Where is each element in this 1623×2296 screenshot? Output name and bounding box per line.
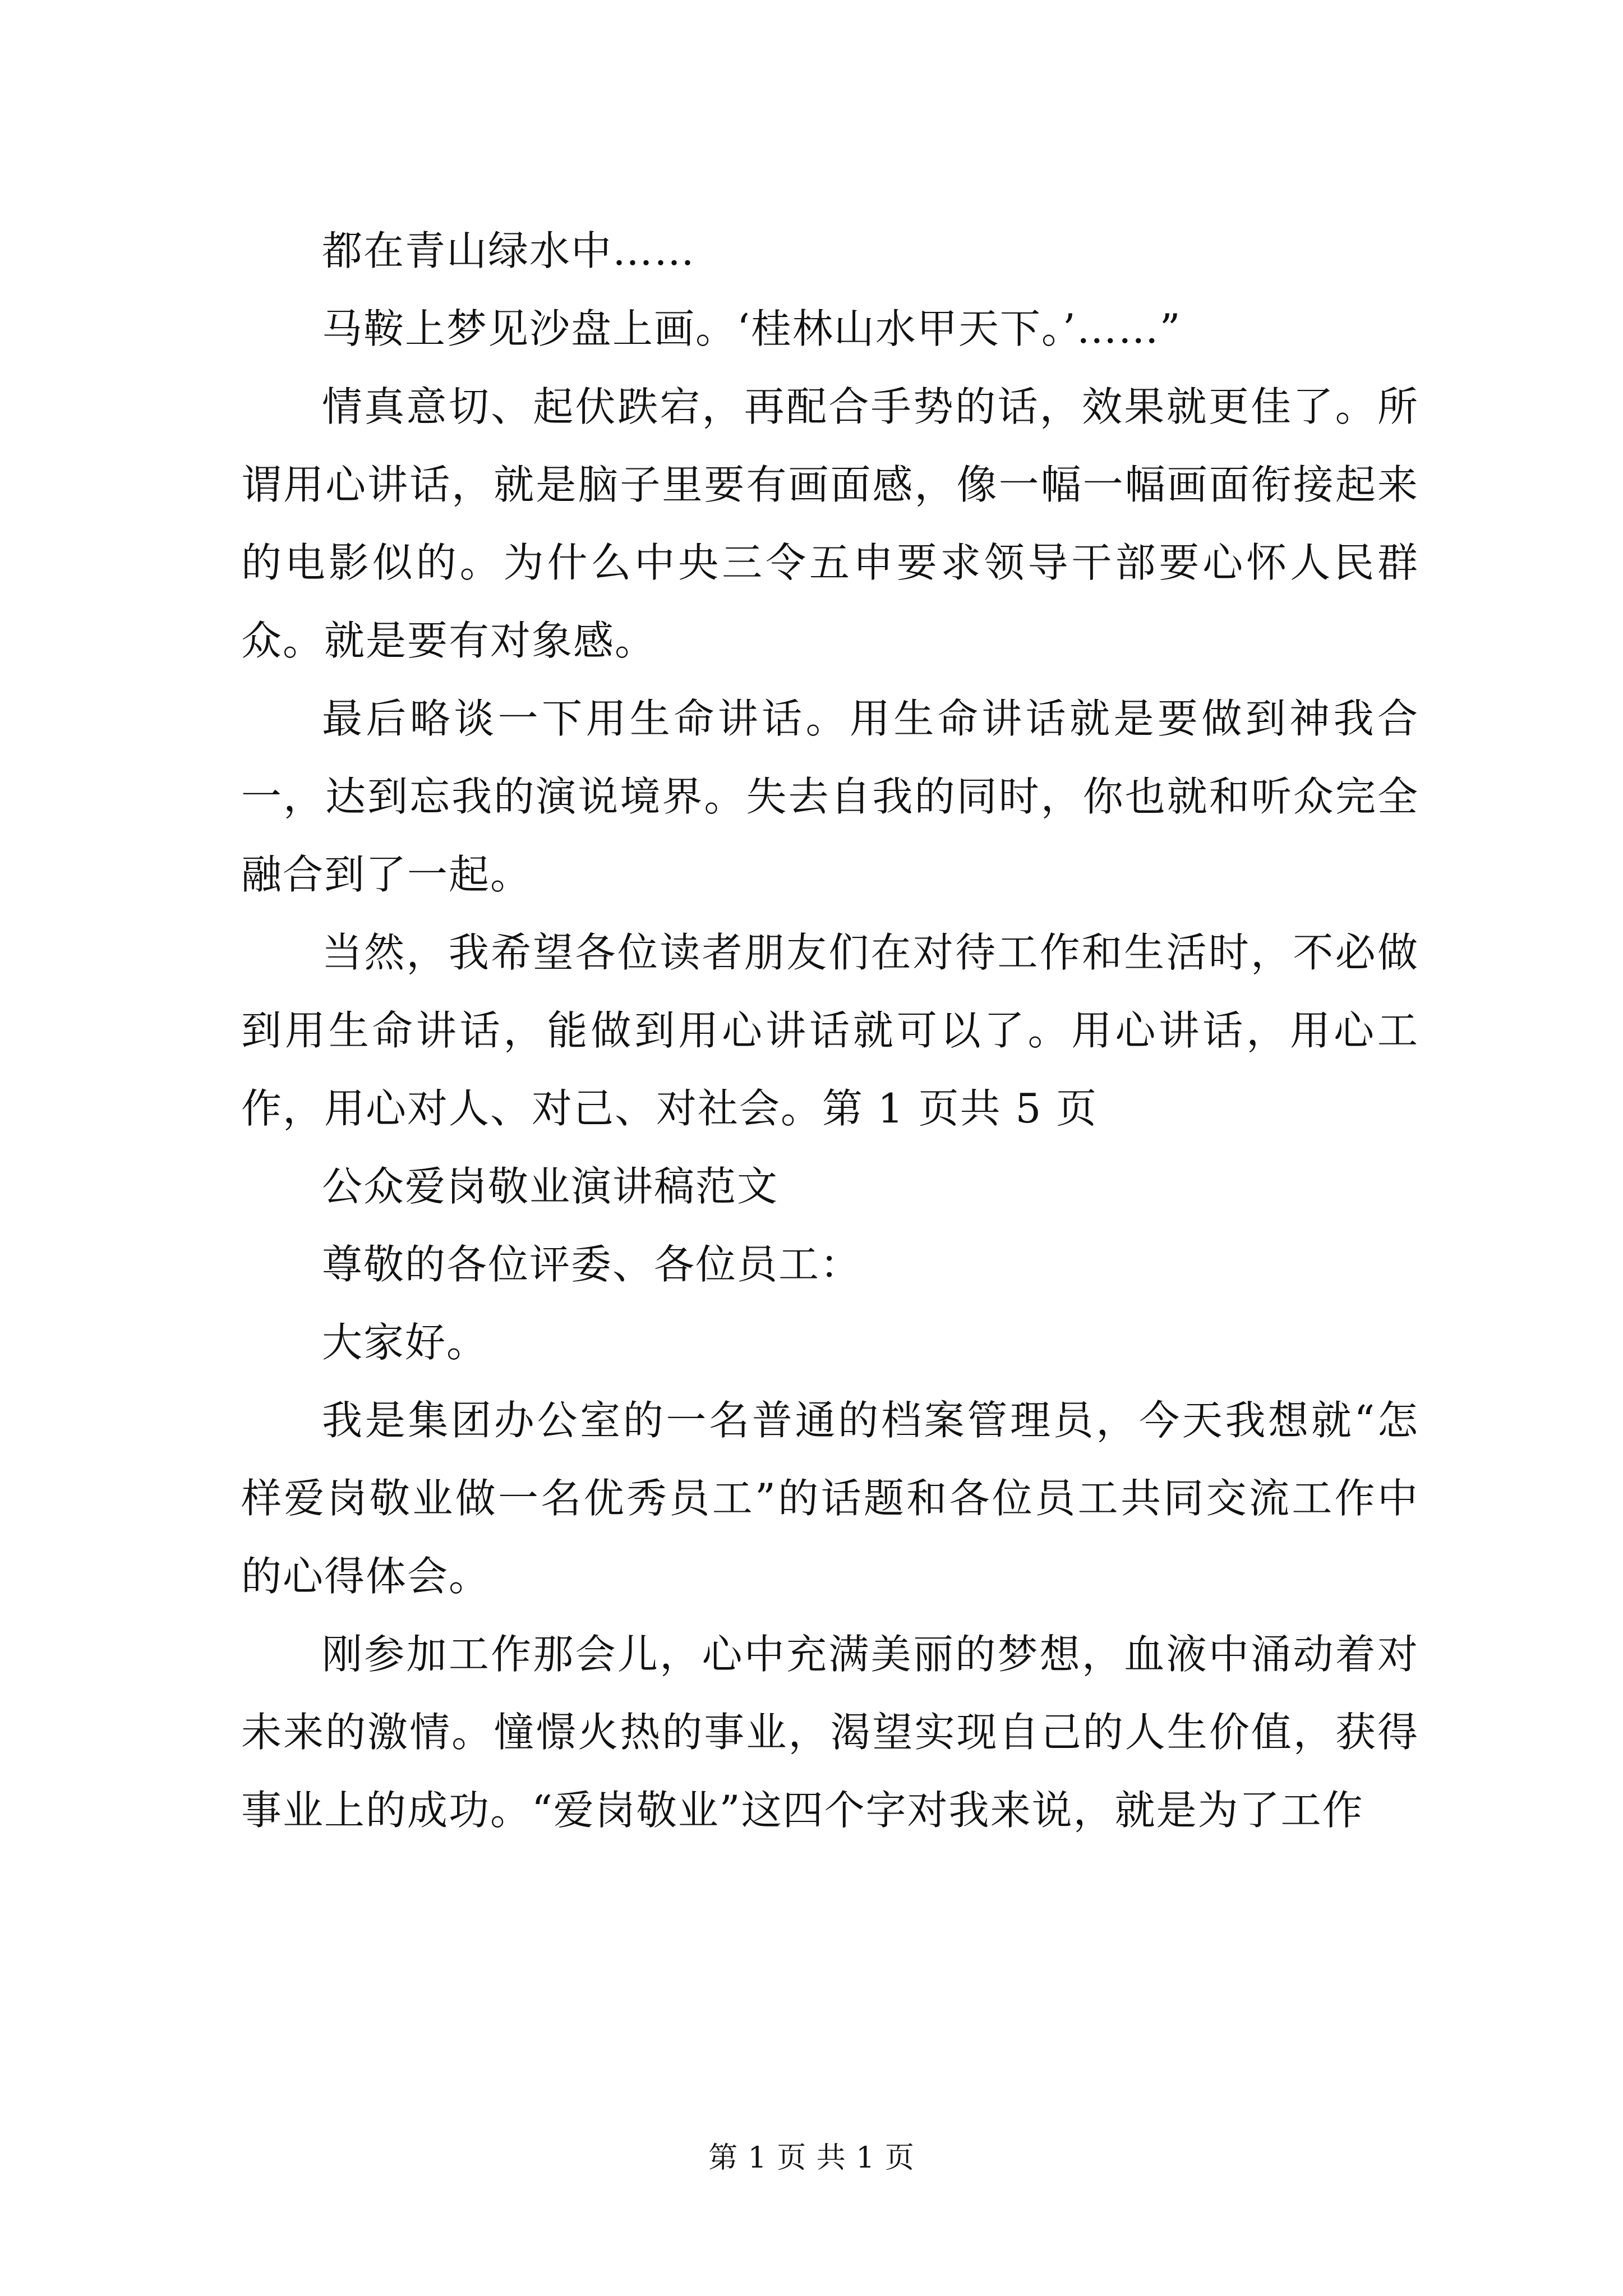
paragraph-1: 都在青山绿水中…… <box>322 227 696 274</box>
speech-title: 公众爱岗敬业演讲稿范文 <box>322 1163 779 1210</box>
salutation: 尊敬的各位评委、各位员工： <box>322 1241 862 1288</box>
paragraph-9: 我是集团办公室的一名普通的档案管理员，今天我想就“怎样爱岗敬业做一名优秀员工”的话题和各位员工共同交流工作中的心得体会。 <box>241 1397 1419 1600</box>
paragraph-5: 当然，我希望各位读者朋友们在对待工作和生活时，不必做到用生命讲话，能做到用心讲话就可以了。用心讲话，用心工作，用心对人、对己、对社会。第 1 页共 5 页 <box>241 929 1419 1132</box>
document-body <box>241 212 1419 1849</box>
page-footer: 第 1 页 共 1 页 <box>708 2141 915 2175</box>
paragraph-4: 最后略谈一下用生命讲话。用生命讲话就是要做到神我合一，达到忘我的演说境界。失去自我的同时，你也就和听众完全融合到了一起。 <box>241 695 1419 898</box>
paragraph-2: 马鞍上梦见沙盘上画。‘桂林山水甲天下。’……” <box>322 305 1182 352</box>
greeting: 大家好。 <box>322 1319 488 1366</box>
paragraph-10: 刚参加工作那会儿，心中充满美丽的梦想，血液中涌动着对未来的激情。憧憬火热的事业，渴望实现自己的人生价值，获得事业上的成功。“爱岗敬业”这四个字对我来说，就是为了工作 <box>241 1631 1419 1834</box>
paragraph-3: 情真意切、起伏跌宕，再配合手势的话，效果就更佳了。所谓用心讲话，就是脑子里要有画面感，像一幅一幅画面衔接起来的电影似的。为什么中央三令五申要求领导干部要心怀人民群众。就是要有对象感。 <box>241 383 1419 664</box>
